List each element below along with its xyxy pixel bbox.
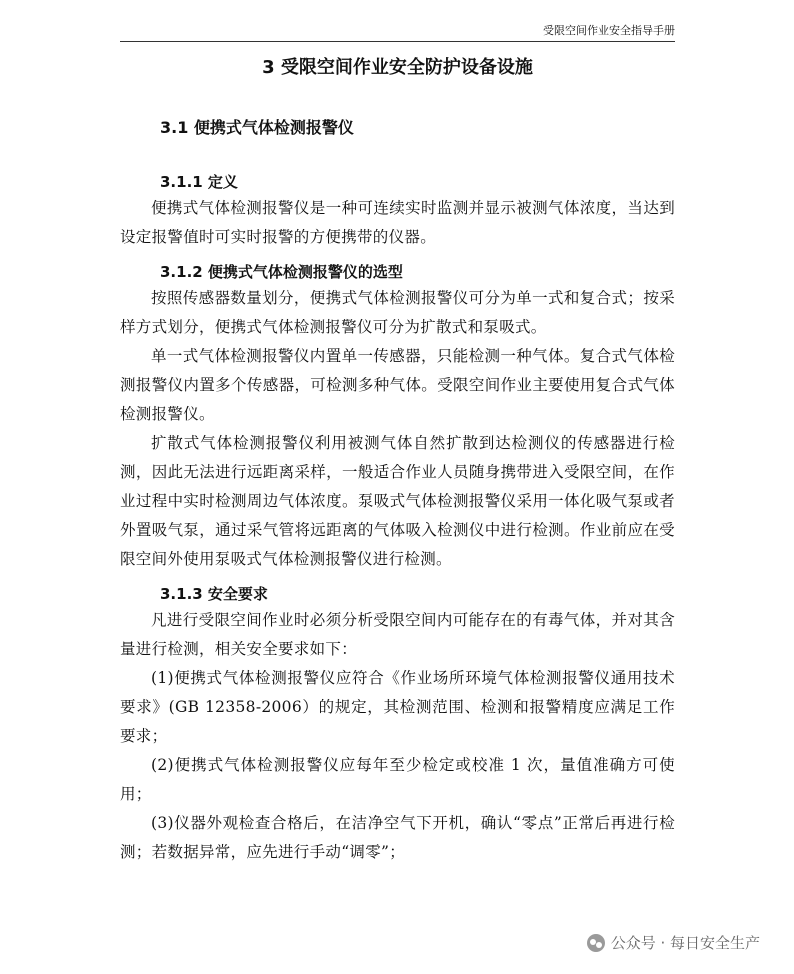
selection-paragraph-1: 按照传感器数量划分，便携式气体检测报警仪可分为单一式和复合式；按采样方式划分，便携式气体检测报警仪可分为扩散式和泵吸式。 — [120, 289, 675, 336]
requirement-item-3: (3)仪器外观检查合格后，在洁净空气下开机，确认“零点”正常后再进行检测；若数据异常，应先进行手动“调零”； — [120, 814, 675, 861]
document-page — [120, 54, 675, 867]
section-3-1-1-title: 3.1.1 定义 — [160, 173, 238, 191]
requirement-item-1: (1)便携式气体检测报警仪应符合《作业场所环境气体检测报警仪通用技术要求》(GB 12358-2006）的规定，其检测范围、检测和报警精度应满足工作要求； — [120, 669, 675, 745]
section-3-1-2-title: 3.1.2 便携式气体检测报警仪的选型 — [160, 263, 403, 281]
requirements-intro-paragraph: 凡进行受限空间作业时必须分析受限空间内可能存在的有毒气体，并对其含量进行检测，相关安全要求如下： — [120, 611, 675, 658]
running-header: 受限空间作业安全指导手册 — [120, 22, 675, 42]
chapter-title: 3 受限空间作业安全防护设备设施 — [262, 57, 533, 78]
requirement-item-2: (2)便携式气体检测报警仪应每年至少检定或校准 1 次，量值准确方可使用； — [120, 756, 675, 803]
selection-paragraph-3: 扩散式气体检测报警仪利用被测气体自然扩散到达检测仪的传感器进行检测，因此无法进行远距离采样，一般适合作业人员随身携带进入受限空间，在作业过程中实时检测周边气体浓度。泵吸式气体检测报警仪采用一体化吸气泵或者外置吸气泵，通过采气管将远距离的气体吸入检测仪中进行检测。作业前应在受限空间外使用泵吸式气体检测报警仪进行检测。 — [120, 434, 675, 568]
wechat-icon — [587, 934, 605, 952]
watermark — [581, 930, 766, 955]
watermark-text: 公众号 · 每日安全生产 — [610, 934, 760, 952]
section-3-1-3-title: 3.1.3 安全要求 — [160, 585, 268, 603]
definition-paragraph: 便携式气体检测报警仪是一种可连续实时监测并显示被测气体浓度，当达到设定报警值时可实时报警的方便携带的仪器。 — [120, 199, 675, 246]
section-3-1-title: 3.1 便携式气体检测报警仪 — [160, 118, 354, 137]
selection-paragraph-2: 单一式气体检测报警仪内置单一传感器，只能检测一种气体。复合式气体检测报警仪内置多个传感器，可检测多种气体。受限空间作业主要使用复合式气体检测报警仪。 — [120, 347, 675, 423]
